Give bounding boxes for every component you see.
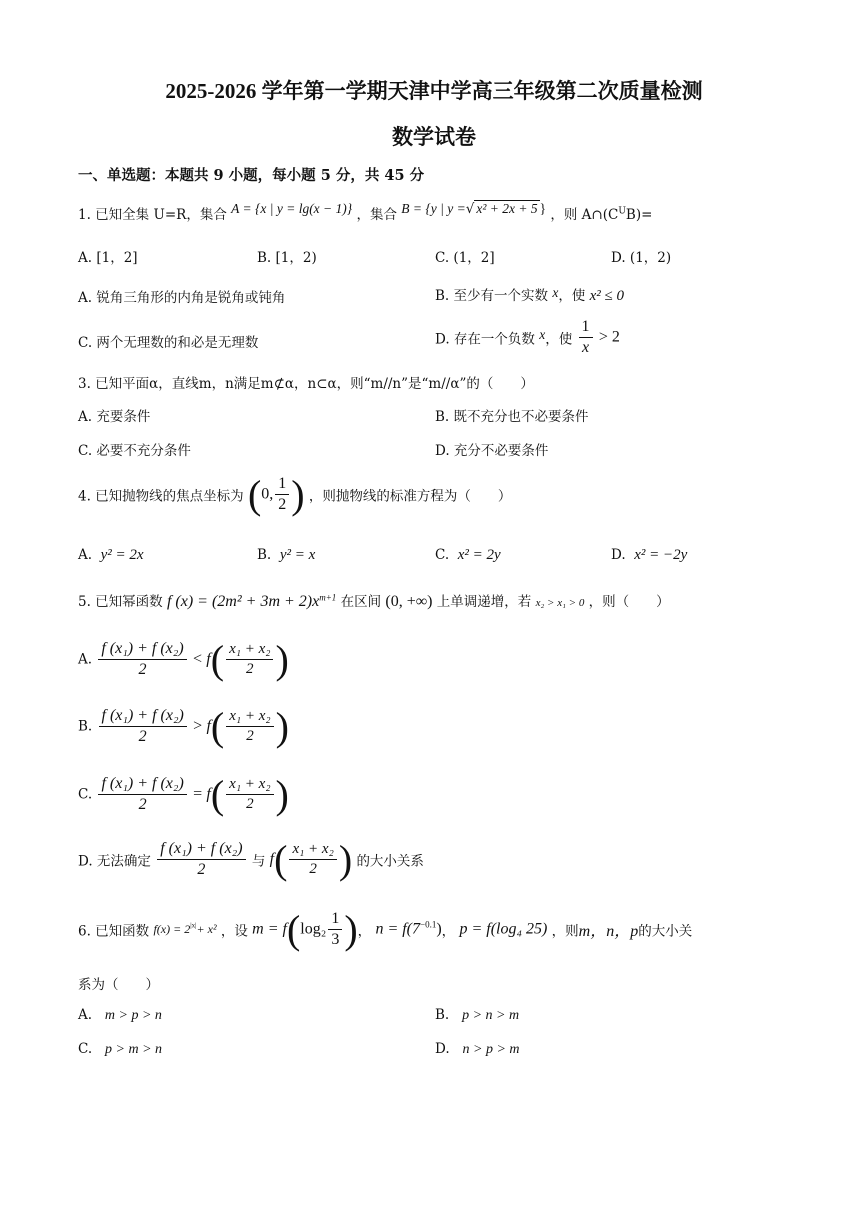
q6-log: log₂ [300, 920, 327, 938]
q2-frac-den: x [581, 339, 590, 356]
q1-set-a: A = {x | y = lg(x − 1)} [231, 201, 353, 216]
q6-function: f(x) = 2 [153, 922, 191, 936]
q5-option-b[interactable]: B. $\frac{\text{f (x₁) + f (x₂)}}{2}$ > f( $\frac{\text{x₁ + x₂}}{2}$ ) [78, 704, 289, 749]
q6-option-b[interactable]: B. p > n > m [435, 1007, 520, 1023]
q5-b-rhs-num: x₁ + x₂ [226, 708, 273, 727]
q6-vars: m，n，p [578, 923, 639, 940]
q5-b-rhs-den: 2 [246, 728, 254, 744]
q1-option-c[interactable]: C. (1，2] [435, 250, 495, 266]
q1-set-b-prefix: B = {y | y = [401, 201, 466, 216]
question-1-stem: 1. 已知全集 U=R，集合 A = {x | y = lg(x − 1)} ，集合 B = {y | y =√ x² + 2x + 5 } ，则 $A\cap(C^UB)=$ [78, 201, 653, 223]
q2-option-b-expr: x² ≤ 0 [589, 288, 624, 304]
q3-option-d[interactable]: D. 充分不必要条件 [435, 443, 549, 459]
q1-set-b-root: x² + 2x + 5 [476, 201, 538, 216]
q4-option-d[interactable]: D. x² = −2y [611, 547, 688, 563]
q5-d-mid: 与 [251, 853, 266, 870]
q5-b-operator: > [193, 717, 203, 735]
q2-option-d-fraction [579, 318, 593, 357]
q4-option-c-expr: x² = 2y [457, 547, 501, 563]
q2-option-b[interactable] [435, 284, 624, 305]
q1-text-c: ，则 A∩(C [550, 207, 619, 223]
q4-option-c[interactable]: C. x² = 2y [435, 547, 501, 563]
q5-condition: x₂ > x₁ > 0 [535, 597, 585, 609]
q2-frac-num: 1 [579, 318, 593, 338]
q6-n-sup: −0.1 [420, 919, 437, 930]
q5-option-d[interactable]: D. 无法确定 $\frac{\text{f (x₁) + f (x₂)}}{2}$ 与 f( $\frac{\text{x₁ + x₂}}{2}$ ) 的大小关系 [78, 837, 424, 882]
q5-c-rhs-den: 2 [246, 796, 254, 812]
q1-text-a: 1. 已知全集 U=R，集合 [78, 207, 227, 223]
q5-text-d: ，则（ ） [588, 594, 670, 610]
q5-text-b: 在区间 [340, 594, 382, 610]
q5-d-lhs-num: f (x₁) + f (x₂) [157, 840, 245, 860]
q5-c-rhs-num: x₁ + x₂ [226, 776, 273, 795]
q4-option-d-expr: x² = −2y [634, 547, 688, 563]
q2-option-a[interactable]: A. 锐角三角形的内角是锐角或钝角 [78, 290, 286, 306]
q4-text-b: ，则抛物线的标准方程为（ ） [308, 488, 512, 505]
q6-text-a: 6. 已知函数 [78, 923, 150, 940]
question-5-stem [78, 590, 670, 611]
q2-option-b-mid: ，使 [558, 288, 586, 304]
q2-option-d-var: x [539, 326, 546, 342]
q2-option-d-tail: > 2 [598, 328, 620, 346]
q2-option-d-mid: ，使 [545, 331, 573, 348]
q5-a-operator: < [192, 650, 202, 668]
q5-interval: (0, +∞) [385, 593, 433, 610]
q5-function-sup: m+1 [319, 592, 337, 603]
q6-function-sup: |x| [190, 921, 197, 930]
q5-text-a: 5. 已知幂函数 [78, 594, 163, 610]
q4-option-b[interactable]: B. y² = x [257, 547, 316, 563]
q5-text-c: 上单调递增，若 [436, 594, 532, 610]
q5-d-rhs-num: x₁ + x₂ [289, 841, 336, 860]
q5-a-lhs-den: 2 [138, 661, 147, 678]
q2-option-d[interactable] [435, 318, 620, 357]
q5-b-lhs-den: 2 [138, 728, 147, 745]
q6-option-d[interactable]: D. n > p > m [435, 1041, 520, 1057]
q6-function-tail: + x² [196, 922, 217, 936]
q5-a-lhs-num: f (x₁) + f (x₂) [98, 640, 186, 660]
question-6-stem-continued: 系为（ ） [78, 977, 159, 993]
exam-subtitle: 数学试卷 [392, 125, 476, 149]
q4-frac-den: 2 [278, 496, 287, 513]
q1-option-d[interactable]: D. (1，2) [611, 250, 672, 266]
q4-option-a-expr: y² = 2x [100, 547, 144, 563]
q6-option-c-expr: p > m > n [105, 1042, 163, 1057]
q1-option-b[interactable]: B. [1，2) [257, 250, 317, 266]
question-4-stem: 4. 已知抛物线的焦点坐标为 (0, $\frac{1}{2}$ ) ，则抛物线的标准方程为（ ） [78, 472, 512, 517]
q6-option-d-expr: n > p > m [462, 1042, 520, 1057]
q1-text-d: B)= [625, 207, 653, 223]
q6-p-def: p = f(log₄ 25) [459, 920, 548, 938]
q2-option-d-text: D. 存在一个负数 [435, 331, 535, 348]
q5-d-rhs-den: 2 [309, 861, 317, 877]
q2-option-c[interactable]: C. 两个无理数的和必是无理数 [78, 335, 259, 351]
q2-option-b-text: B. 至少有一个实数 [435, 288, 549, 304]
q6-text-d: 的大小关 [638, 923, 693, 940]
q1-text-b: ，集合 [356, 207, 397, 223]
q5-c-lhs-num: f (x₁) + f (x₂) [98, 775, 186, 795]
question-6-stem: 6. 已知函数 $f(x) = 2^{|x|}+ x^2$ ，设 m = f(log₂ $\frac{1}{3}$ )， $n = f(7^{-0.1})$， p = f(log₄ 25) ，则m，n，p的大小关 [78, 907, 693, 952]
q6-option-a-expr: m > p > n [104, 1008, 162, 1023]
q1-set-b-suffix: } [539, 201, 547, 216]
q5-c-operator: = [193, 785, 203, 803]
q4-frac-num: 1 [275, 475, 289, 495]
q4-point-x: 0, [261, 485, 274, 503]
q5-b-lhs-num: f (x₁) + f (x₂) [99, 707, 187, 727]
q1-option-a[interactable]: A. [1，2] [78, 250, 138, 266]
q3-option-a[interactable]: A. 充要条件 [78, 409, 151, 425]
q5-function: f (x) = (2m² + 3m + 2)x [166, 593, 320, 610]
q5-option-c[interactable]: C. $\frac{\text{f (x₁) + f (x₂)}}{2}$ = f( $\frac{\text{x₁ + x₂}}{2}$ ) [78, 772, 289, 817]
q3-option-c[interactable]: C. 必要不充分条件 [78, 443, 191, 459]
q4-point-fraction [275, 475, 289, 514]
q5-d-lhs-den: 2 [197, 861, 206, 878]
q4-option-a[interactable]: A. y² = 2x [78, 547, 144, 563]
q6-text-c: ，则 [551, 923, 579, 940]
q6-option-c[interactable]: C. p > m > n [78, 1041, 163, 1057]
q6-m-def: m = f [252, 920, 287, 938]
q4-option-b-expr: y² = x [279, 547, 316, 563]
q5-option-a[interactable]: A. $\frac{\text{f (x₁) + f (x₂)}}{2}$ < f( $\frac{\text{x₁ + x₂}}{2}$ ) [78, 637, 289, 682]
section-heading: 一、单选题：本题共 9 小题，每小题 5 分，共 45 分 [78, 167, 425, 184]
q5-a-rhs-num: x₁ + x₂ [226, 641, 273, 660]
q1-complement-sup: U [618, 206, 626, 217]
q6-log-den: 3 [331, 931, 340, 948]
q6-option-a[interactable]: A. m > p > n [78, 1007, 162, 1023]
q2-option-b-var: x [552, 285, 559, 300]
exam-title: 2025-2026 学年第一学期天津中学高三年级第二次质量检测 [165, 79, 703, 103]
q4-text-a: 4. 已知抛物线的焦点坐标为 [78, 488, 244, 505]
q5-c-lhs-den: 2 [138, 796, 147, 813]
q5-d-tail: 的大小关系 [356, 853, 424, 870]
q6-text-b: ，设 [220, 923, 248, 940]
q6-option-b-expr: p > n > m [462, 1008, 520, 1023]
q6-log-num: 1 [328, 910, 342, 930]
question-3-stem: 3. 已知平面α，直线m，n满足m⊄α，n⊂α，则“m//n”是“m//α”的（ ） [78, 376, 534, 392]
q3-option-b[interactable]: B. 既不充分也不必要条件 [435, 409, 589, 425]
q5-a-rhs-den: 2 [246, 661, 254, 677]
q6-n-def: n = f(7 [375, 920, 421, 938]
